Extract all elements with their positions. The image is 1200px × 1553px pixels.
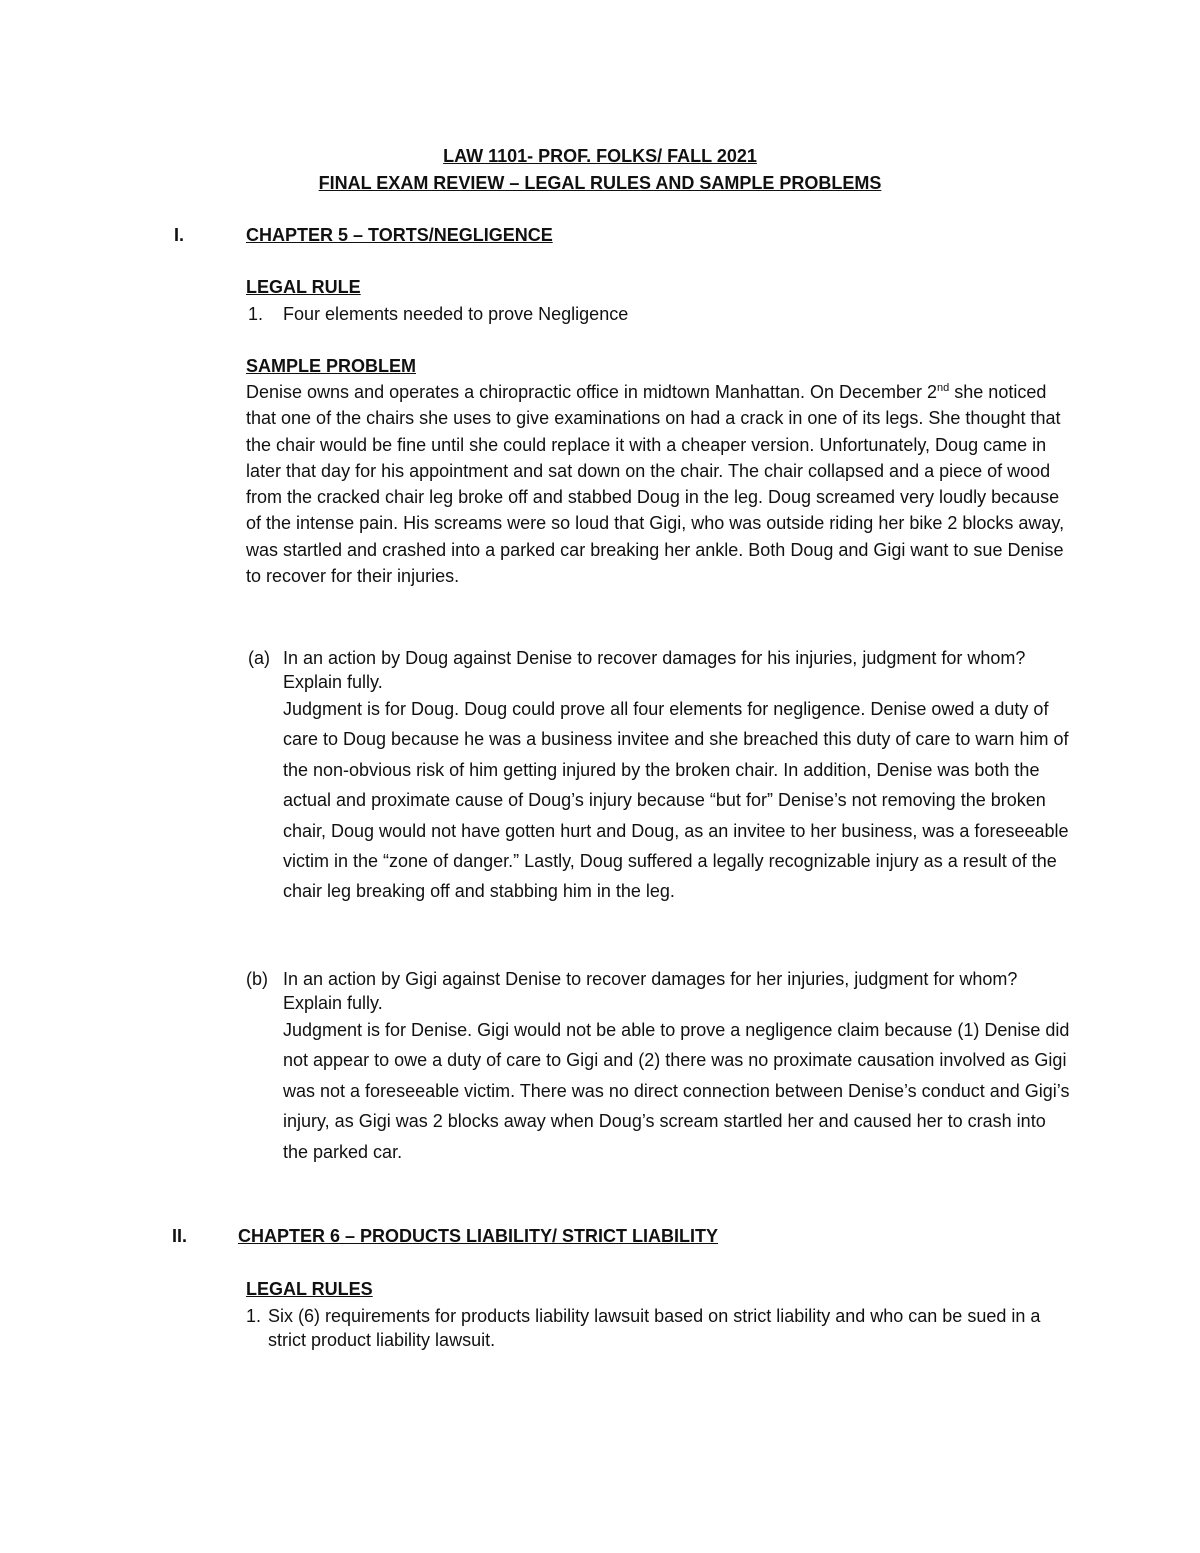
document-title-line-1: LAW 1101- PROF. FOLKS/ FALL 2021 <box>443 146 757 166</box>
sample-problem-text-start: Denise owns and operates a chiropractic office in midtown Manhattan. On December 2 <box>246 382 938 402</box>
legal-rule-text: Four elements needed to prove Negligence <box>283 304 629 324</box>
question-a-label: (a) <box>248 648 270 668</box>
question-b-label: (b) <box>246 969 268 989</box>
sample-problem-text-rest: she noticed that one of the chairs she uses to give examinations on had a crack in one of its legs. She thought that the chair would be fine until she could replace it with a cheaper version. Unfortunately, Doug came in later that day for his appointment and sat down on the chair. The chair collapsed and a piece of wood from the cracked chair leg broke off and stabbed Doug in the leg. Doug screamed very loudly because of the intense pain. His screams were so loud that Gigi, who was outside riding her bike 2 blocks away, was startled and crashed into a parked car breaking her ankle. Both Doug and Gigi want to sue Denise to recover for their injuries. <box>246 382 1065 587</box>
legal-rules-heading: LEGAL RULES <box>246 1279 373 1299</box>
legal-rule-number: 1. <box>248 304 264 324</box>
legal-rules-text: Six (6) requirements for products liability lawsuit based on strict liability and who can be sued in a strict product liability lawsuit. <box>268 1306 1041 1350</box>
section-2-numeral: II. <box>172 1226 188 1246</box>
answer-a-text: Judgment is for Doug. Doug could prove all four elements for negligence. Denise owed a duty of care to Doug because he was a business invitee and she breached this duty of care to warn him of the non-obvious risk of him getting injured by the broken chair. In addition, Denise was both the actual and proximate cause of Doug’s injury because “but for” Denise’s not removing the broken chair, Doug would not have gotten hurt and Doug, as an invitee to her business, was a foreseeable victim in the “zone of danger.” Lastly, Doug suffered a legally recognizable injury as a result of the chair leg breaking off and stabbing him in the leg. <box>283 699 1069 902</box>
sample-problem-text <box>246 379 1066 589</box>
question-b-text: In an action by Gigi against Denise to recover damages for her injuries, judgment for whom? Explain fully. <box>283 969 1018 1013</box>
section-2-title: CHAPTER 6 – PRODUCTS LIABILITY/ STRICT LIABILITY <box>238 1226 719 1246</box>
section-1-numeral: I. <box>174 225 185 245</box>
question-a-text: In an action by Doug against Denise to recover damages for his injuries, judgment for whom? Explain fully. <box>283 648 1026 692</box>
answer-b-text: Judgment is for Denise. Gigi would not be able to prove a negligence claim because (1) Denise did not appear to owe a duty of care to Gigi and (2) there was no proximate causation involved as Gigi was not a foreseeable victim. There was no direct connection between Denise’s conduct and Gigi’s injury, as Gigi was 2 blocks away when Doug’s scream startled her and caused her to crash into the parked car. <box>283 1020 1070 1162</box>
ordinal-suffix: nd <box>937 382 950 394</box>
legal-rules-number: 1. <box>246 1306 262 1326</box>
document-title-line-2: FINAL EXAM REVIEW – LEGAL RULES AND SAMPLE PROBLEMS <box>318 173 882 193</box>
legal-rule-heading: LEGAL RULE <box>246 277 361 297</box>
section-1-title: CHAPTER 5 – TORTS/NEGLIGENCE <box>246 225 553 245</box>
sample-problem-heading: SAMPLE PROBLEM <box>246 356 417 376</box>
